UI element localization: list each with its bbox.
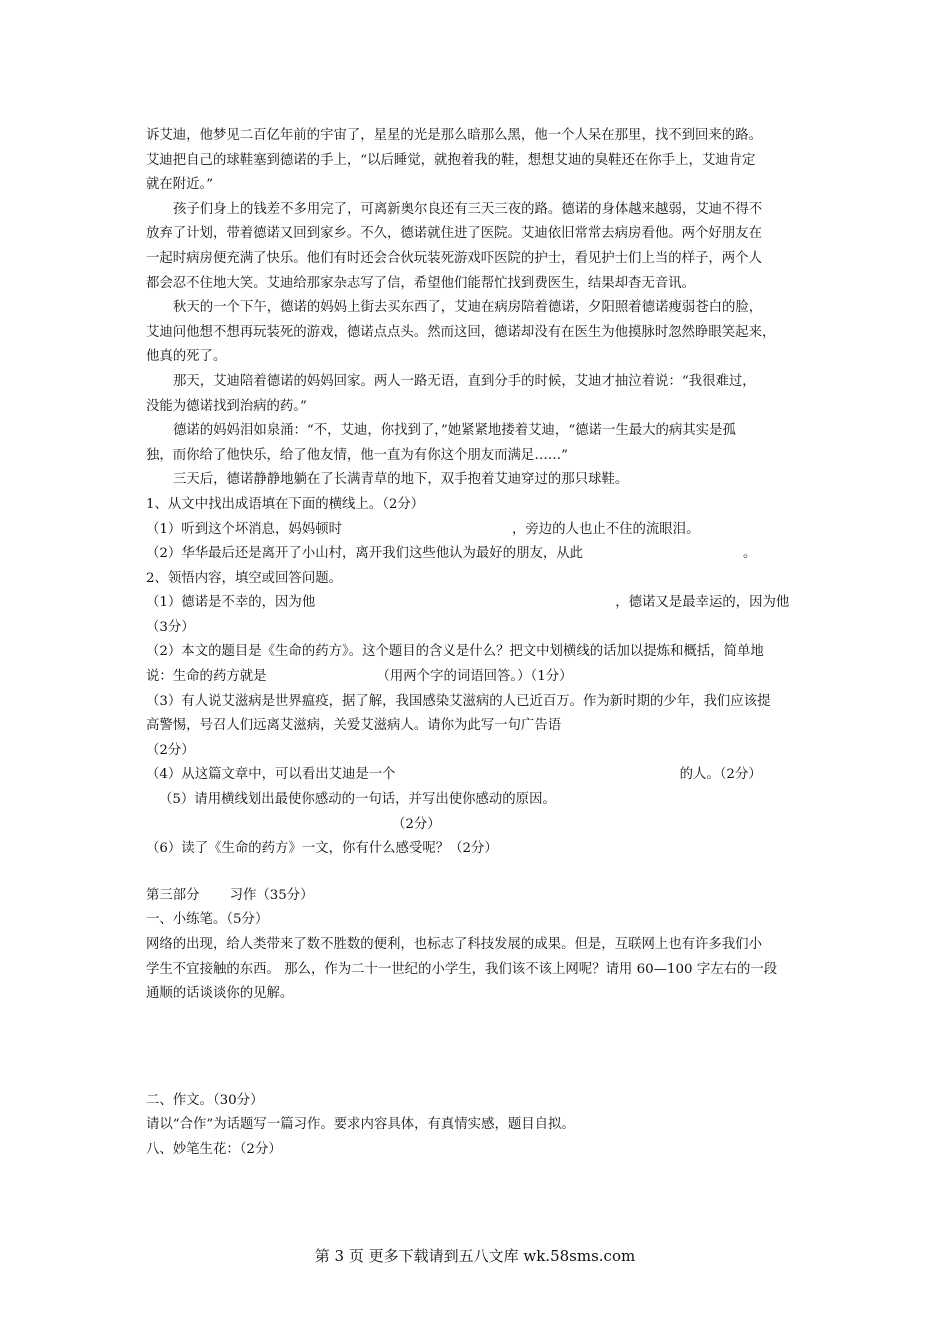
section-1-text: 学生不宜接触的东西。 那么，作为二十一世纪的小学生，我们该不该上网呢？请用 60—100 字左右的一段 <box>146 961 778 977</box>
story-line: 那天，艾迪陪着德诺的妈妈回家。两人一路无语，直到分手的时候，艾迪才抽泣着说：“我很难过， <box>173 373 756 389</box>
question-2-item-3-line: 高警惕，号召人们远离艾滋病，关爱艾滋病人。请你为此写一句广告语 <box>146 718 562 734</box>
section-1-text: 通顺的话谈谈你的见解。 <box>146 986 294 1002</box>
part-3-label: 第三部分 <box>146 887 200 903</box>
story-line: 德诺的妈妈泪如泉涌：“不，艾迪，你找到了，”她紧紧地搂着艾迪，“德诺一生最大的病其实是孤 <box>173 423 736 439</box>
question-2-item-3-line: （3）有人说艾滋病是世界瘟疫，据了解，我国感染艾滋病的人已近百万。作为新时期的少年，我们应该提 <box>146 693 771 709</box>
question-1-title: 1、从文中找出成语填在下面的横线上。（2分） <box>146 496 425 512</box>
q2-1-prefix: （1）德诺是不幸的，因为他 <box>146 595 316 611</box>
story-line: 放弃了计划，带着德诺又回到家乡。不久，德诺就住进了医院。艾迪依旧常常去病房看他。两个好朋友在 <box>146 226 762 242</box>
q2-1-suffix: ，德诺又是最幸运的，因为他 <box>615 595 790 611</box>
story-line: 一起时病房便充满了快乐。他们有时还会合伙玩装死游戏吓医院的护士，看见护士们上当的样子，两个人 <box>146 250 762 266</box>
question-2-title: 2、领悟内容，填空或回答问题。 <box>146 570 342 586</box>
page-content <box>146 124 830 1163</box>
story-line: 就在附近。” <box>146 177 214 193</box>
question-2-item-4 <box>146 763 830 788</box>
story-line: 没能为德诺找到治病的药。” <box>146 398 307 414</box>
section-2-title: 二、作文。（30分） <box>146 1092 264 1108</box>
story-line: 艾迪把自己的球鞋塞到德诺的手上，“以后睡觉，就抱着我的鞋，想想艾迪的臭鞋还在你手上，艾迪肯定 <box>146 152 756 168</box>
question-2-item-2 <box>146 665 830 690</box>
question-2-item-2-line: （2）本文的题目是《生命的药方》。这个题目的含义是什么？把文中划横线的话加以提炼和概括，简单地 <box>146 644 764 660</box>
q1-b-suffix: 。 <box>743 546 757 562</box>
question-2-item-6: （6）读了《生命的药方》一文，你有什么感受呢？（2分） <box>146 841 498 857</box>
story-line: 艾迪问他想不想再玩装死的游戏，德诺点点头。然而这回，德诺却没有在医生为他摸脉时忽然睁眼笑起来， <box>146 324 776 340</box>
question-2-item-5: （5）请用横线划出最使你感动的一句话，并写出使你感动的原因。 <box>159 792 556 808</box>
section-1-text: 网络的出现，给人类带来了数不胜数的便利，也标志了科技发展的成果。但是，互联网上也有许多我们小 <box>146 937 762 952</box>
section-1-title: 一、小练笔。（5分） <box>146 912 269 928</box>
part-3-heading <box>146 884 830 909</box>
story-line: 诉艾迪，他梦见二百亿年前的宇宙了，星星的光是那么暗那么黑，他一个人呆在那里，找不到回来的路。 <box>146 128 762 143</box>
q2-4-suffix: 的人。（2分） <box>679 767 762 783</box>
question-1-item-1 <box>146 518 830 543</box>
story-line: 独，而你给了他快乐，给了他友情，他一直为有你这个朋友而满足……” <box>146 447 568 463</box>
q2-2-suffix: （用两个字的词语回答。）（1分） <box>376 669 573 685</box>
page-footer: 第 3 页 更多下载请到五八文库 wk.58sms.com <box>314 1247 636 1265</box>
story-line: 他真的死了。 <box>146 349 227 365</box>
question-2-item-1-score: （3分） <box>146 619 195 635</box>
question-2-item-5-score: （2分） <box>392 816 441 832</box>
q1-b-prefix: （2）华华最后还是离开了小山村，离开我们这些他认为最好的朋友，从此 <box>146 546 584 562</box>
q2-2-prefix: 说：生命的药方就是 <box>146 669 267 685</box>
story-line: 孩子们身上的钱差不多用完了，可离新奥尔良还有三天三夜的路。德诺的身体越来越弱，艾迪不得不 <box>173 201 763 217</box>
question-1-item-2 <box>146 542 830 567</box>
part-3-title: 习作（35分） <box>229 887 314 903</box>
question-2-item-1 <box>146 591 830 616</box>
story-line: 秋天的一个下午，德诺的妈妈上街去买东西了，艾迪在病房陪着德诺，夕阳照着德诺瘦弱苍白的脸， <box>173 300 763 316</box>
section-8-title: 八、妙笔生花：（2分） <box>146 1141 282 1157</box>
question-2-item-3-score: （2分） <box>146 742 195 758</box>
story-line: 都会忍不住地大笑。艾迪给那家杂志写了信，希望他们能帮忙找到费医生，结果却杳无音讯。 <box>146 275 696 291</box>
q2-4-prefix: （4）从这篇文章中，可以看出艾迪是一个 <box>146 767 396 783</box>
q1-a-suffix: ，旁边的人也止不住的流眼泪。 <box>512 521 700 537</box>
q1-a-prefix: （1）听到这个坏消息，妈妈顿时 <box>146 521 342 537</box>
story-line: 三天后，德诺静静地躺在了长满青草的地下，双手抱着艾迪穿过的那只球鞋。 <box>173 472 629 488</box>
section-2-text: 请以“合作”为话题写一篇习作。要求内容具体，有真情实感，题目自拟。 <box>146 1117 575 1133</box>
